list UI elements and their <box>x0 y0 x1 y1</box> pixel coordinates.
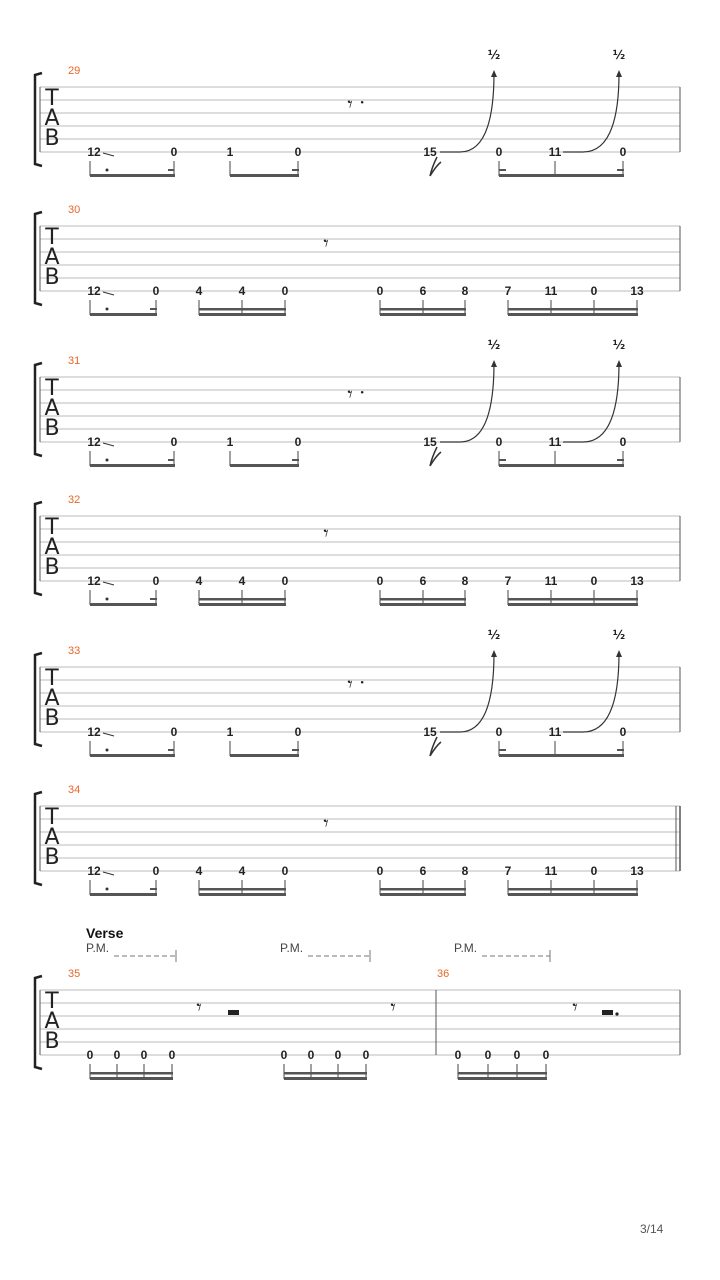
fret-number: 0 <box>454 1048 462 1062</box>
fret-number: 0 <box>170 725 178 739</box>
fret-number: 15 <box>423 145 437 159</box>
beam-stub <box>499 459 506 461</box>
slide-mark <box>103 582 114 585</box>
fret-number: 12 <box>87 725 101 739</box>
dot <box>106 308 109 311</box>
system-35-tab-letter-a: A <box>44 1009 60 1034</box>
beam-secondary <box>508 308 638 311</box>
beam <box>508 313 638 316</box>
bend-label: ½ <box>612 338 626 352</box>
beam-secondary <box>284 1072 367 1075</box>
fret-number: 0 <box>281 864 289 878</box>
beam <box>230 464 299 467</box>
fret-number: 7 <box>504 864 512 878</box>
fret-number: 11 <box>544 574 558 588</box>
fret-number: 4 <box>238 284 246 298</box>
system-33-tab-letter-b: B <box>44 706 60 731</box>
system-32-tab-letter-a: A <box>44 535 60 560</box>
fret-number: 0 <box>590 864 598 878</box>
beam <box>380 603 466 606</box>
measure-number: 33 <box>68 645 81 657</box>
eighth-rest: 𝄾 <box>323 521 329 545</box>
beam-secondary <box>199 598 286 601</box>
fret-number: 0 <box>376 284 384 298</box>
dot <box>106 169 109 172</box>
fret-number: 0 <box>619 145 627 159</box>
eighth-rest: 𝄾 <box>347 382 353 406</box>
beam-stub <box>150 308 157 310</box>
beam <box>499 754 624 757</box>
dot <box>106 598 109 601</box>
measure-number: 34 <box>68 784 81 796</box>
slide-mark <box>103 872 114 875</box>
fret-number: 13 <box>630 574 644 588</box>
fret-number: 7 <box>504 284 512 298</box>
beam <box>90 1077 173 1080</box>
fret-number: 8 <box>461 284 469 298</box>
fret-number: 0 <box>86 1048 94 1062</box>
fret-number: 0 <box>619 725 627 739</box>
bend-label: ½ <box>612 628 626 642</box>
beam-secondary <box>199 888 286 891</box>
beam <box>499 464 624 467</box>
fret-number: 0 <box>590 284 598 298</box>
page-number: 3/14 <box>640 1222 664 1236</box>
system-35-tab-letter-b: B <box>44 1029 60 1054</box>
fret-number: 7 <box>504 574 512 588</box>
fret-number: 12 <box>87 574 101 588</box>
beam <box>458 1077 547 1080</box>
bend-arrow <box>491 650 497 657</box>
beam-secondary <box>90 1072 173 1075</box>
fret-number: 11 <box>548 435 562 449</box>
system-31-tab-letter-a: A <box>44 396 60 421</box>
fret-number: 11 <box>544 284 558 298</box>
bend-arrow <box>616 360 622 367</box>
fret-number: 4 <box>195 574 203 588</box>
beam-stub <box>150 598 157 600</box>
bend-arrow <box>616 70 622 77</box>
beam-stub <box>292 459 299 461</box>
bend-arrow <box>616 650 622 657</box>
eighth-rest-dot: · <box>359 380 366 404</box>
dot <box>106 459 109 462</box>
beam-secondary <box>508 888 638 891</box>
section-label: Verse <box>86 925 124 941</box>
beam-stub <box>150 888 157 890</box>
fret-number: 0 <box>513 1048 521 1062</box>
fret-number: 0 <box>294 435 302 449</box>
fret-number: 0 <box>170 435 178 449</box>
fret-number: 0 <box>170 145 178 159</box>
beam-stub <box>292 169 299 171</box>
system-29-tab-letter-t: T <box>45 86 59 111</box>
fret-number: 11 <box>548 725 562 739</box>
bend-arrow <box>491 360 497 367</box>
beam <box>199 313 286 316</box>
fret-number: 11 <box>544 864 558 878</box>
fret-number: 4 <box>195 864 203 878</box>
fret-number: 0 <box>307 1048 315 1062</box>
eighth-rest: 𝄾 <box>323 811 329 835</box>
dot <box>106 888 109 891</box>
beam <box>199 603 286 606</box>
measure-number: 35 <box>68 968 81 980</box>
palm-mute-label: P.M. <box>280 941 304 955</box>
half-rest <box>602 1010 613 1015</box>
fret-number: 11 <box>548 145 562 159</box>
beam-secondary <box>199 308 286 311</box>
fret-number: 0 <box>334 1048 342 1062</box>
beam <box>380 313 466 316</box>
beam-secondary <box>380 308 466 311</box>
eighth-rest-dot: · <box>359 90 366 114</box>
fret-number: 0 <box>484 1048 492 1062</box>
beam-secondary <box>380 888 466 891</box>
eighth-rest: 𝄾 <box>347 92 353 116</box>
fret-number: 0 <box>113 1048 121 1062</box>
beam <box>90 754 175 757</box>
fret-number: 4 <box>238 574 246 588</box>
measure-number: 31 <box>68 355 81 367</box>
bend-arrow <box>491 70 497 77</box>
system-32-tab-letter-t: T <box>45 515 59 540</box>
system-30-tab-letter-a: A <box>44 245 60 270</box>
fret-number: 0 <box>495 435 503 449</box>
beam <box>90 313 157 316</box>
fret-number: 8 <box>461 574 469 588</box>
fret-number: 6 <box>419 284 427 298</box>
fret-number: 15 <box>423 725 437 739</box>
system-35-tab-letter-t: T <box>45 989 59 1014</box>
fret-number: 1 <box>226 435 234 449</box>
rest-dot <box>615 1012 618 1015</box>
fret-number: 0 <box>376 574 384 588</box>
fret-number: 0 <box>619 435 627 449</box>
fret-number: 12 <box>87 284 101 298</box>
slide-mark <box>103 733 114 736</box>
beam <box>90 174 175 177</box>
beam <box>90 464 175 467</box>
fret-number: 0 <box>168 1048 176 1062</box>
beam <box>499 174 624 177</box>
system-29-tab-letter-a: A <box>44 106 60 131</box>
system-30-tab-letter-t: T <box>45 225 59 250</box>
fret-number: 0 <box>362 1048 370 1062</box>
palm-mute-label: P.M. <box>454 941 478 955</box>
system-34-tab-letter-a: A <box>44 825 60 850</box>
fret-number: 0 <box>294 145 302 159</box>
fret-number: 4 <box>195 284 203 298</box>
beam-stub <box>168 749 174 751</box>
beam <box>230 754 299 757</box>
beam <box>90 603 157 606</box>
fret-number: 15 <box>423 435 437 449</box>
fret-number: 0 <box>376 864 384 878</box>
fret-number: 12 <box>87 864 101 878</box>
fret-number: 0 <box>152 284 160 298</box>
beam-stub <box>499 749 506 751</box>
beam-secondary <box>380 598 466 601</box>
grace-flag <box>430 157 441 176</box>
fret-number: 1 <box>226 725 234 739</box>
beam <box>508 603 638 606</box>
system-31-tab-letter-b: B <box>44 416 60 441</box>
bend-label: ½ <box>487 48 501 62</box>
beam-stub <box>617 749 624 751</box>
beam-stub <box>617 459 624 461</box>
fret-number: 12 <box>87 435 101 449</box>
system-33-tab-letter-t: T <box>45 666 59 691</box>
half-rest <box>228 1010 239 1015</box>
beam <box>380 893 466 896</box>
system-33-tab-letter-a: A <box>44 686 60 711</box>
measure-number: 36 <box>437 968 450 980</box>
beam-stub <box>168 169 174 171</box>
fret-number: 4 <box>238 864 246 878</box>
bend-label: ½ <box>487 628 501 642</box>
beam-stub <box>617 169 624 171</box>
beam <box>284 1077 367 1080</box>
bend-label: ½ <box>487 338 501 352</box>
fret-number: 6 <box>419 574 427 588</box>
fret-number: 1 <box>226 145 234 159</box>
eighth-rest: 𝄾 <box>390 995 396 1019</box>
fret-number: 0 <box>495 725 503 739</box>
fret-number: 13 <box>630 864 644 878</box>
grace-flag <box>430 737 441 756</box>
beam <box>508 893 638 896</box>
system-30-tab-letter-b: B <box>44 265 60 290</box>
grace-flag <box>430 447 441 466</box>
fret-number: 0 <box>152 864 160 878</box>
beam <box>199 893 286 896</box>
fret-number: 0 <box>140 1048 148 1062</box>
slide-mark <box>103 153 114 156</box>
fret-number: 6 <box>419 864 427 878</box>
bend-label: ½ <box>612 48 626 62</box>
fret-number: 0 <box>280 1048 288 1062</box>
beam-stub <box>499 169 506 171</box>
fret-number: 0 <box>542 1048 550 1062</box>
fret-number: 13 <box>630 284 644 298</box>
dot <box>106 749 109 752</box>
system-31-tab-letter-t: T <box>45 376 59 401</box>
fret-number: 0 <box>281 284 289 298</box>
system-32-tab-letter-b: B <box>44 555 60 580</box>
beam-secondary <box>458 1072 547 1075</box>
eighth-rest: 𝄾 <box>323 231 329 255</box>
eighth-rest-dot: · <box>359 670 366 694</box>
system-34-tab-letter-t: T <box>45 805 59 830</box>
measure-number: 32 <box>68 494 81 506</box>
beam <box>90 893 157 896</box>
slide-mark <box>103 292 114 295</box>
eighth-rest: 𝄾 <box>347 672 353 696</box>
beam-stub <box>168 459 174 461</box>
eighth-rest: 𝄾 <box>572 995 578 1019</box>
beam-secondary <box>508 598 638 601</box>
fret-number: 0 <box>294 725 302 739</box>
palm-mute-label: P.M. <box>86 941 110 955</box>
measure-number: 29 <box>68 65 81 77</box>
beam <box>230 174 299 177</box>
fret-number: 8 <box>461 864 469 878</box>
eighth-rest: 𝄾 <box>196 995 202 1019</box>
fret-number: 12 <box>87 145 101 159</box>
fret-number: 0 <box>590 574 598 588</box>
fret-number: 0 <box>281 574 289 588</box>
system-34-tab-letter-b: B <box>44 845 60 870</box>
fret-number: 0 <box>152 574 160 588</box>
measure-number: 30 <box>68 204 81 216</box>
slide-mark <box>103 443 114 446</box>
beam-stub <box>292 749 299 751</box>
system-29-tab-letter-b: B <box>44 126 60 151</box>
fret-number: 0 <box>495 145 503 159</box>
